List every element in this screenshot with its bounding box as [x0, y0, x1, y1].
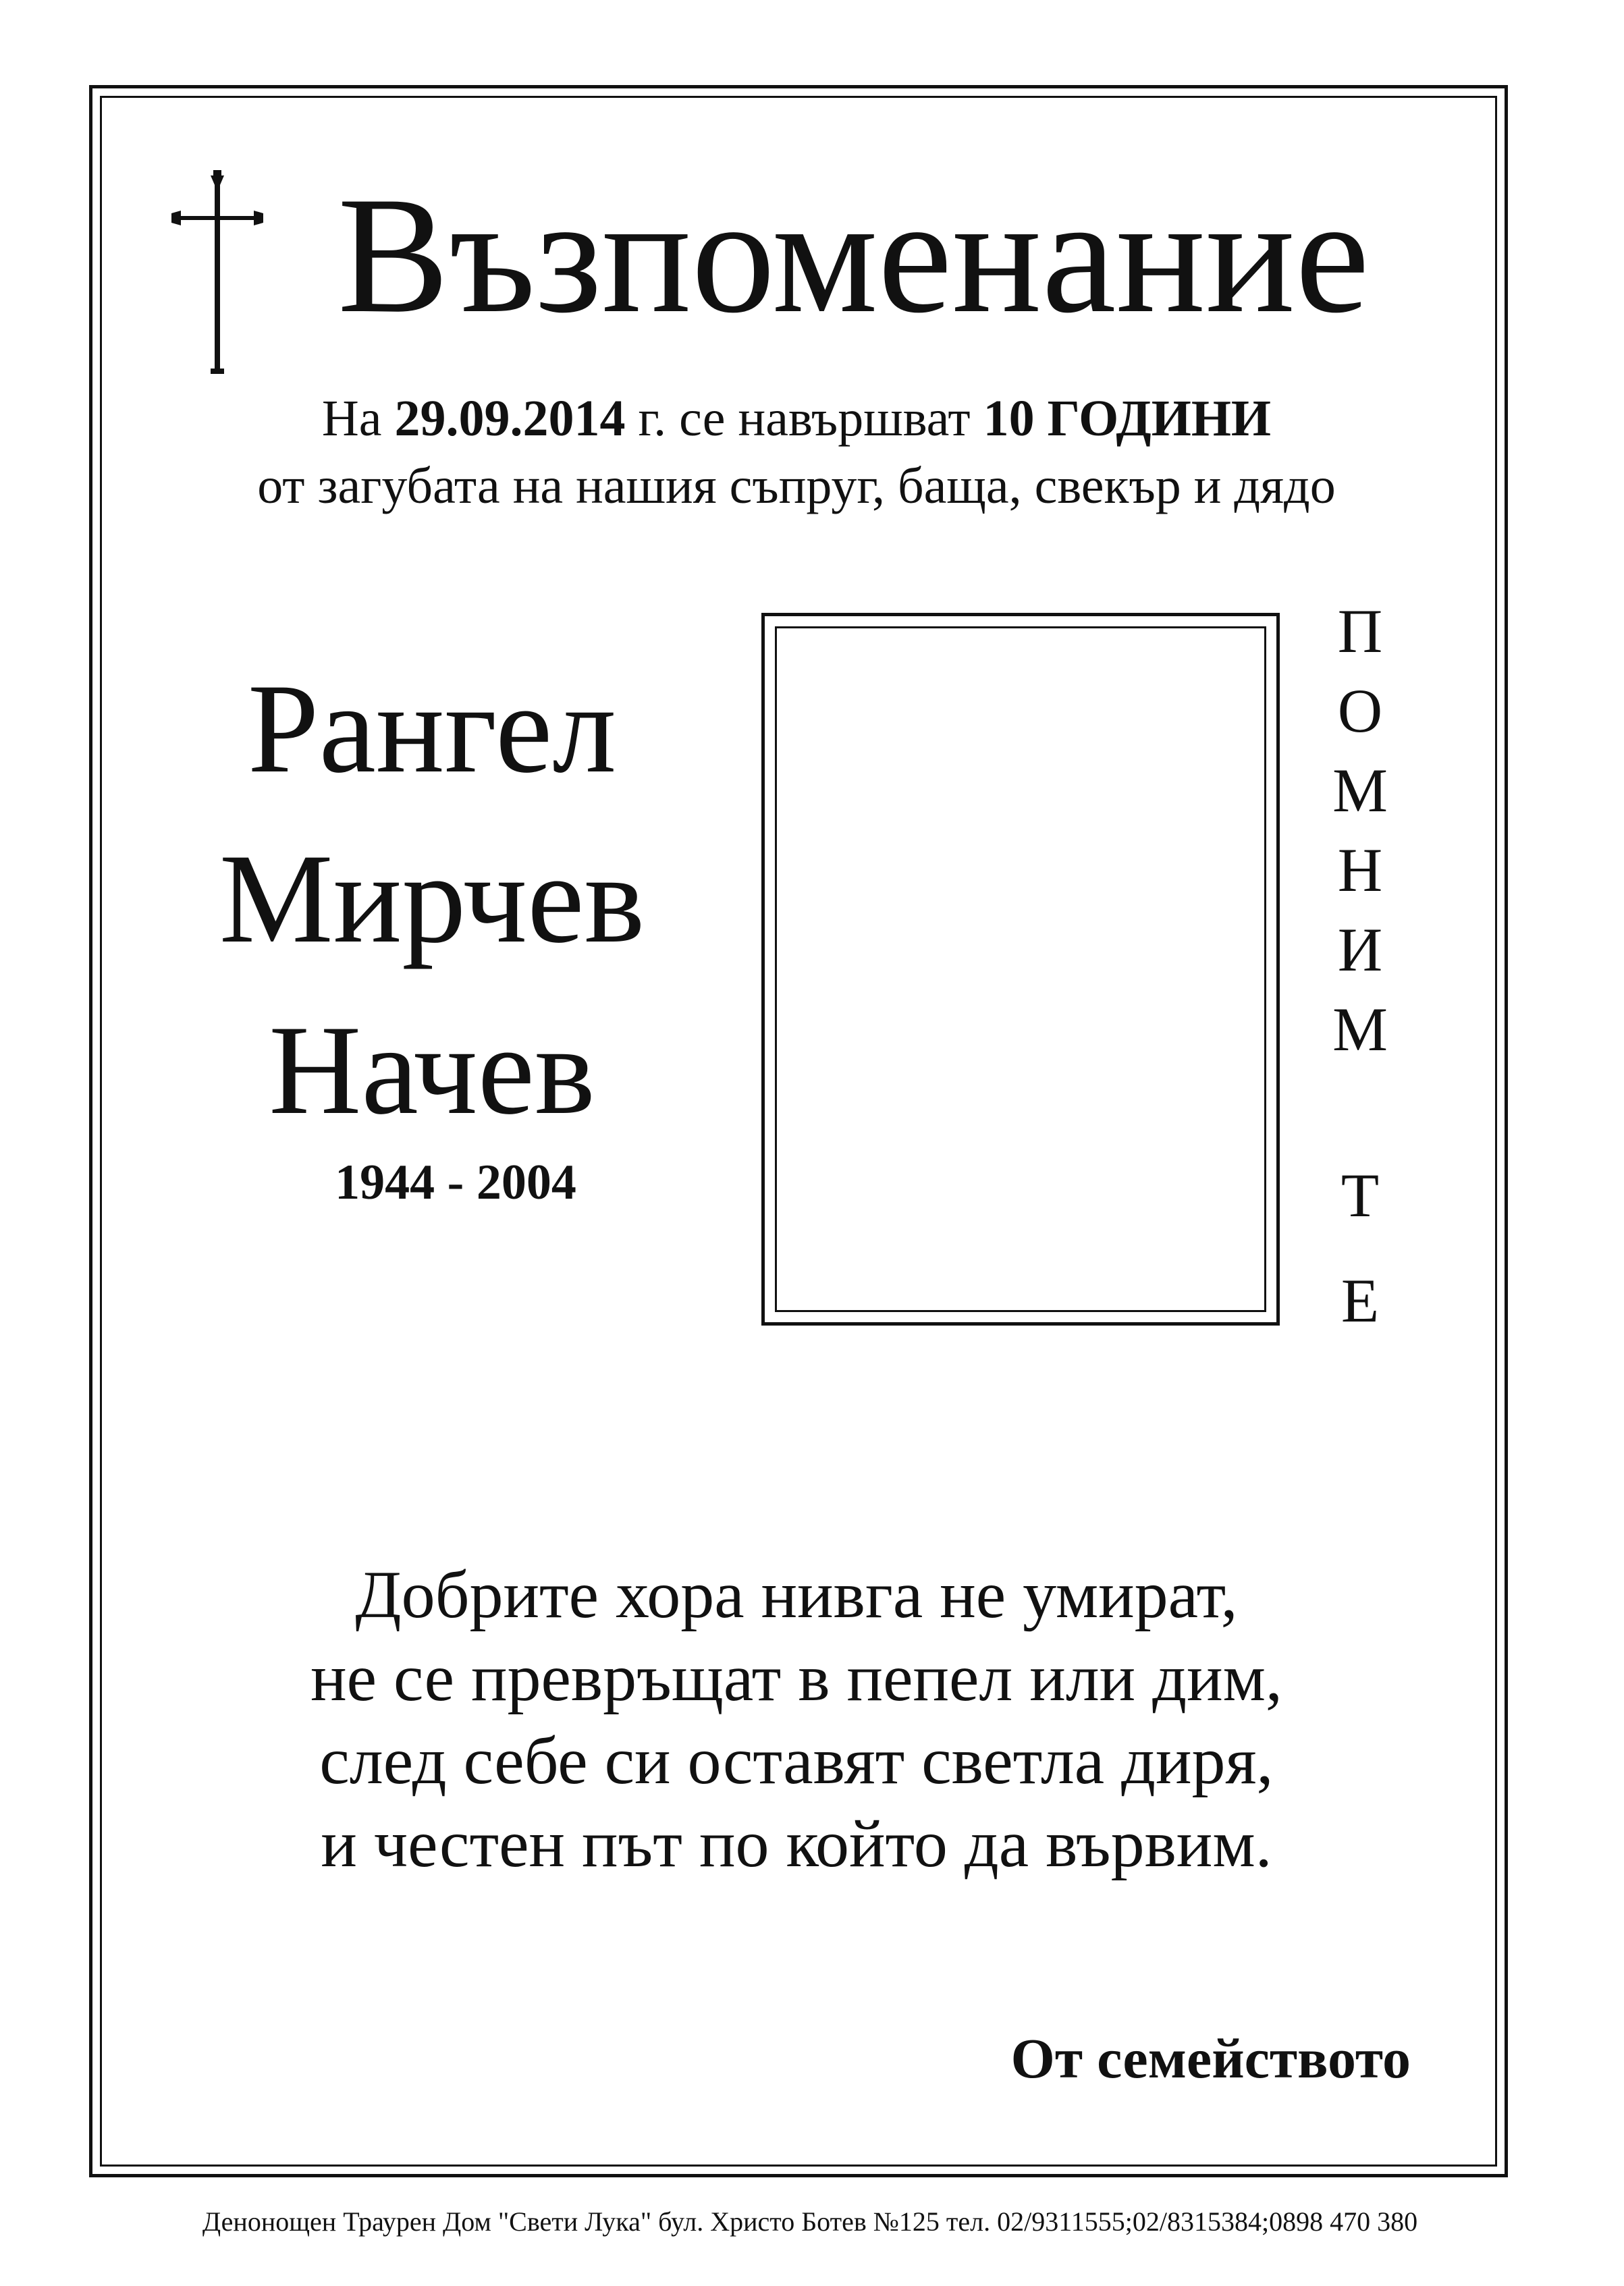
verse-line: и честен път по който да вървим.: [321, 1806, 1272, 1881]
vertical-letter: М: [1332, 995, 1388, 1064]
intro-middle: г. се навършват: [625, 390, 983, 447]
verse-line: не се превръщат в пепел или дим,: [310, 1640, 1282, 1715]
signature: От семейството: [1010, 2028, 1411, 2090]
years-count: 10 ГОДИНИ: [983, 390, 1272, 447]
verse-line: Добрите хора нивга не умират,: [355, 1557, 1238, 1632]
page-title: Възпоменание: [337, 162, 1370, 348]
last-name: Начев: [269, 1000, 595, 1141]
anniversary-line: [101, 385, 1492, 452]
vertical-letter: Т: [1341, 1161, 1380, 1230]
verse-line: след себе си оставят светла диря,: [319, 1723, 1274, 1798]
intro-prefix: На: [321, 390, 395, 447]
footer-contact: Денонощен Траурен Дом "Свети Лука" бул. Христо Ботев №125 тел. 02/9311555;02/8315384;0898 470 380: [202, 2206, 1418, 2237]
middle-name: Мирчев: [219, 828, 645, 970]
vertical-letter: М: [1332, 756, 1388, 825]
anniversary-date: 29.09.2014: [394, 390, 626, 447]
vertical-letter: П: [1337, 597, 1383, 665]
orthodox-cross-icon: [166, 170, 269, 374]
photo-frame-inner: [775, 626, 1266, 1312]
first-name: Рангел: [247, 658, 617, 800]
vertical-letter: О: [1337, 676, 1383, 745]
life-years: 1944 - 2004: [335, 1155, 576, 1210]
vertical-letter: Н: [1337, 836, 1383, 904]
vertical-letter: Е: [1341, 1266, 1380, 1335]
relation-line: от загубата на нашия съпруг, баща, свекър и дядо: [257, 458, 1336, 514]
vertical-letter: И: [1337, 915, 1383, 984]
